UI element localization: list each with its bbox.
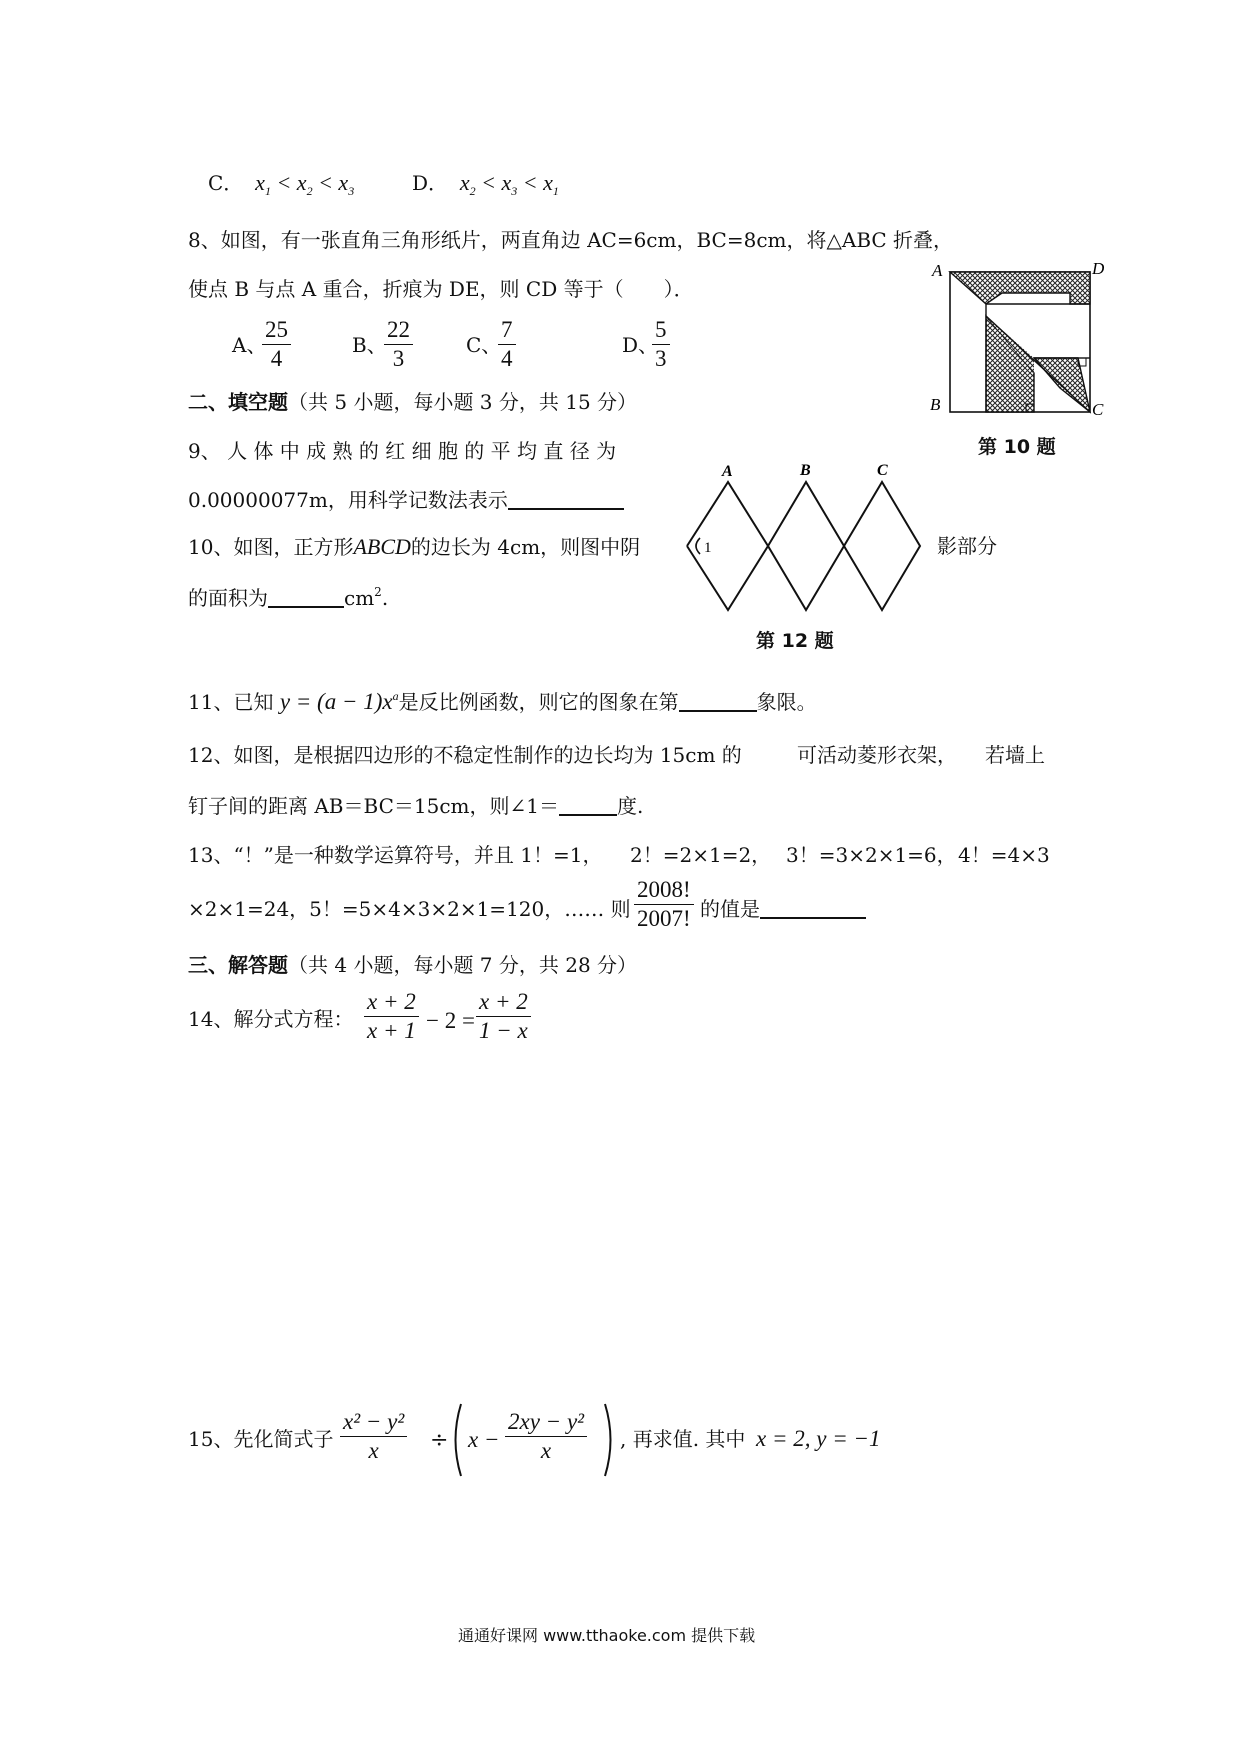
fig12-label-a: A	[722, 463, 733, 480]
q15-values: x = 2, y = −1	[756, 1426, 881, 1451]
q15-right-paren	[602, 1402, 618, 1478]
q8-option-a-fraction	[262, 316, 291, 373]
q13-line1-d: 4！=4×3	[958, 843, 1050, 867]
fig10-label-b: B	[930, 395, 941, 414]
q13-line1-a: 13、“！”是一种数学运算符号，并且 1！=1，	[188, 843, 603, 867]
section3-title: 三、解答题	[188, 953, 288, 977]
q7-option-d	[412, 172, 559, 197]
q8-option-d-label: D、	[622, 333, 659, 357]
q15-tail: , 再求值. 其中	[620, 1427, 746, 1451]
q12-line2-b: 度.	[616, 794, 644, 818]
q10-line1-mid: 的边长为 4cm，则图中阴	[410, 535, 641, 559]
q8-line2: 使点 B 与点 A 重合，折痕为 DE，则 CD 等于（ ）．	[188, 277, 694, 301]
q8-option-c-label: C、	[466, 333, 502, 357]
q13-answer-blank[interactable]	[760, 917, 866, 919]
q13-den: 2007!	[637, 906, 691, 931]
q8-option-d-den: 3	[655, 346, 667, 371]
section3-desc: （共 4 小题，每小题 7 分，共 28 分）	[288, 953, 638, 977]
q15-xminus: x −	[468, 1427, 500, 1452]
section2-desc: （共 5 小题，每小题 3 分，共 15 分）	[288, 390, 638, 414]
q8-option-a-num: 25	[262, 316, 291, 345]
q8-option-b-num: 22	[384, 316, 413, 345]
q10-line1	[188, 536, 640, 558]
q13-line2-b: 的值是	[700, 897, 760, 921]
fig12-label-c: C	[877, 462, 888, 479]
q9-line2-text: 0.00000077m，用科学记数法表示	[188, 488, 508, 512]
q14-den2: 1 − x	[479, 1018, 528, 1043]
q14-minus2: − 2 =	[426, 1008, 475, 1033]
q8-line1: 8、如图，有一张直角三角形纸片，两直角边 AC=6cm，BC=8cm，将△ABC 折叠，	[188, 228, 954, 252]
q10-line2-prefix: 的面积为	[188, 586, 268, 610]
q12-line1-a: 12、如图，是根据四边形的不稳定性制作的边长均为 15cm 的	[188, 743, 742, 767]
q7-option-c-expr: $x_1 < x_2 < x_3$	[249, 170, 355, 198]
q13-line1-c: 3！=3×2×1=6，	[786, 843, 957, 867]
q14-num2: x + 2	[476, 988, 531, 1017]
section2-header	[188, 392, 637, 412]
q11-line	[188, 690, 817, 713]
q11-mid: 是反比例函数，则它的图象在第	[398, 690, 679, 714]
q11-prefix: 11、已知	[188, 690, 274, 714]
q11-exponent: a	[392, 689, 399, 703]
q15-num2: 2xy − y²	[505, 1408, 587, 1437]
q10-line2	[188, 586, 388, 608]
q12-answer-blank[interactable]	[559, 814, 617, 816]
q15-left-paren	[448, 1402, 464, 1478]
q13-num: 2008!	[634, 876, 694, 905]
fig12-label-b: B	[800, 462, 811, 479]
q11-answer-blank[interactable]	[679, 710, 757, 712]
q8-option-d-fraction	[652, 316, 670, 373]
q11-tail: 象限。	[756, 690, 817, 714]
q10-line1-prefix: 10、如图，正方形	[188, 535, 354, 559]
q12-line1	[188, 745, 742, 765]
q13-line2-a: ×2×1=24，5！=5×4×3×2×1=120，…… 则	[188, 897, 631, 921]
q8-option-a-den: 4	[270, 346, 283, 371]
q9-line2	[188, 490, 624, 510]
fig10-label-c: C	[1092, 400, 1104, 419]
q14-num1: x + 2	[364, 988, 419, 1017]
q7-option-c-label: C．	[208, 171, 244, 195]
q12-line1-b: 可活动菱形衣架，	[797, 743, 957, 767]
section3-header	[188, 955, 637, 975]
q15-den2: x	[540, 1438, 552, 1463]
fig10-label-d: D	[1092, 259, 1105, 278]
q10-period: .	[381, 586, 389, 610]
q15-fraction-1	[340, 1408, 407, 1465]
q14-den1: x + 1	[367, 1018, 416, 1043]
q10-unit-exp: 2	[374, 585, 382, 599]
page-footer: 通通好课网 www.tthaoke.com 提供下载	[458, 1626, 756, 1645]
q7-option-d-expr: $x_2 < x_3 < x_1$	[454, 170, 559, 198]
q8-option-d-num: 5	[652, 316, 670, 345]
q15-divide: ÷	[430, 1428, 449, 1453]
q14-fraction-right	[476, 988, 531, 1045]
q7-option-d-label: D．	[412, 171, 449, 195]
section2-title: 二、填空题	[188, 390, 288, 414]
q8-option-c-num: 7	[498, 316, 516, 345]
q14-fraction-left	[364, 988, 419, 1045]
fig10-square-diagram	[930, 258, 1110, 428]
q14-prefix: 14、解分式方程：	[188, 1007, 354, 1031]
q7-option-c	[208, 172, 354, 197]
q9-line1: 9、 人 体 中 成 熟 的 红 细 胞 的 平 均 直 径 为	[188, 439, 617, 463]
q8-option-b-fraction	[384, 316, 413, 373]
q13-fraction	[634, 876, 694, 933]
q15-num1: x² − y²	[340, 1408, 407, 1437]
q15-fraction-2	[505, 1408, 587, 1465]
q11-formula: y = (a − 1)x	[279, 689, 393, 714]
fig12-rhombus-diagram	[680, 462, 925, 622]
q8-option-c-den: 4	[501, 346, 513, 371]
q12-line1-c: 若墙上	[985, 743, 1045, 767]
q12-line2-a: 钉子间的距离 AB＝BC＝15cm，则∠1＝	[188, 794, 559, 818]
q10-unit: cm	[344, 586, 375, 610]
fig12-caption: 第 12 题	[756, 630, 834, 652]
q13-line2-b-wrap	[700, 899, 866, 919]
q12-line2	[188, 796, 643, 816]
q9-answer-blank[interactable]	[508, 508, 624, 510]
q15-prefix: 15、先化简式子	[188, 1427, 334, 1451]
q8-option-c-fraction	[498, 316, 516, 373]
fig10-label-a: A	[932, 261, 943, 280]
q10-abcd: ABCD	[353, 534, 411, 559]
q15-den1: x	[368, 1438, 379, 1463]
q10-answer-blank[interactable]	[268, 606, 344, 608]
q8-option-b-label: B、	[352, 333, 387, 357]
q13-line1-b: 2！=2×1=2，	[630, 843, 772, 867]
fig10-caption: 第 10 题	[978, 436, 1056, 458]
fig12-angle-label: 1	[704, 540, 712, 556]
q8-option-a-label: A、	[232, 333, 267, 357]
q10-line1-tail: 影部分	[937, 534, 997, 558]
q8-option-b-den: 3	[392, 346, 405, 371]
